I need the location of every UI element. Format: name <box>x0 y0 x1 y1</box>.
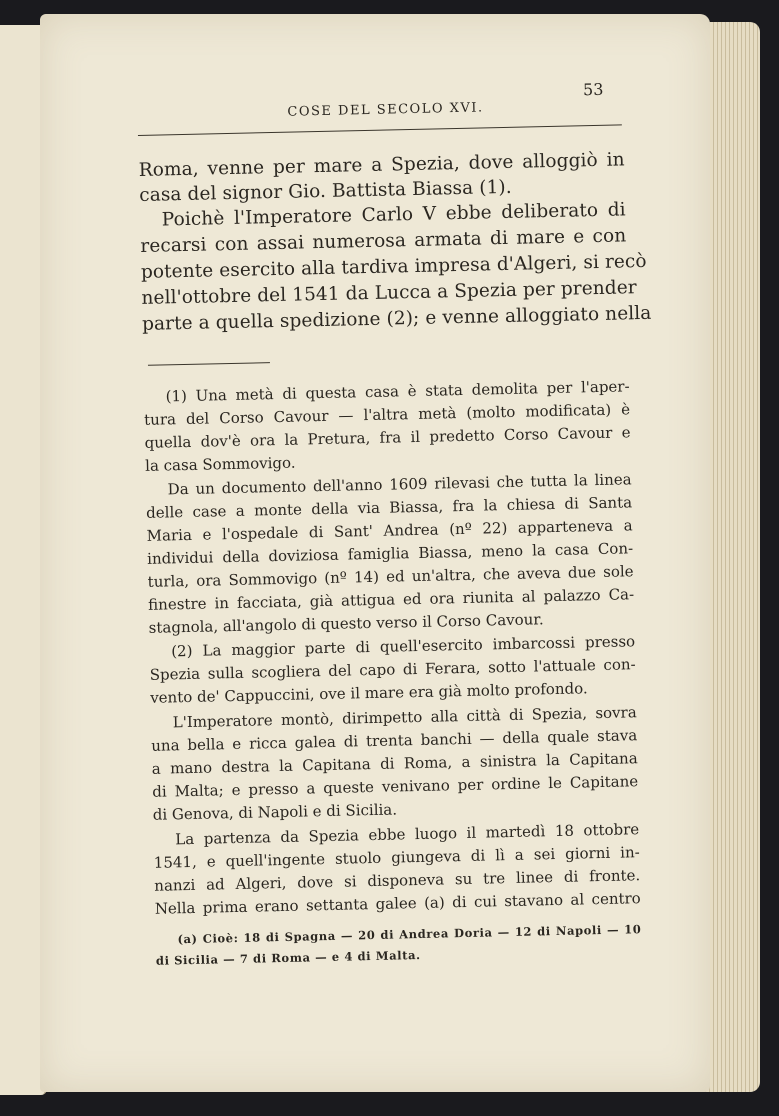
footnote-line: quella dov'è ora la Pretura, fra il predetto Corso Cavour e <box>144 423 631 452</box>
subfootnote-line: (a) Cioè: 18 di Spagna — 20 di Andrea Doria — 12 di Napoli — 10 <box>177 922 642 947</box>
body-line: recarsi con assai numerosa armata di mare e con <box>140 225 627 257</box>
footnote-line: la casa Sommovigo. <box>144 453 296 475</box>
footnote-line: di Genova, di Napoli e di Sicilia. <box>152 800 398 824</box>
footnote-line: Maria e l'ospedale di Sant' Andrea (nº 22) apparteneva a <box>146 516 633 545</box>
body-line: potente esercito alla tardiva impresa d'Algeri, si recò <box>140 250 647 283</box>
page-text <box>135 0 652 1000</box>
footnote-line: (1) Una metà di questa casa è stata demolita per l'aper- <box>165 377 630 406</box>
footnote-line: L'Imperatore montò, dirimpetto alla città di Spezia, sovra <box>172 703 637 732</box>
footnote-line: Da un documento dell'anno 1609 rilevasi che tutta la linea <box>167 470 632 499</box>
body-line: parte a quella spedizione (2); e venne alloggiato nella <box>141 302 652 335</box>
footnote-rule <box>148 362 270 366</box>
footnote-line: (2) La maggior parte di quell'esercito imbarcossi presso <box>171 632 636 661</box>
body-line: Roma, venne per mare a Spezia, dove alloggiò in <box>138 149 625 181</box>
running-title: COSE DEL SECOLO XVI. <box>287 100 484 120</box>
footnote-line: individui della doviziosa famiglia Biassa, meno la casa Con- <box>146 539 634 568</box>
footnote-line: stagnola, all'angolo di questo verso il Corso Cavour. <box>148 610 544 637</box>
body-line: casa del signor Gio. Battista Biassa (1). <box>139 176 512 206</box>
footnote-line: Nella prima erano settanta galee (a) di cui stavano al centro <box>154 889 641 918</box>
footnote-line: finestre in facciata, già attigua ed ora riunita al palazzo Ca- <box>148 585 635 614</box>
footnote-line: delle case a monte della via Biassa, fra la chiesa di Santa <box>145 493 633 522</box>
body-line: nell'ottobre del 1541 da Lucca a Spezia per prender <box>141 277 637 309</box>
footnote-line: La partenza da Spezia ebbe luogo il martedì 18 ottobre <box>175 820 640 849</box>
footnote-line: Spezia sulla scogliera del capo di Ferara, sotto l'attuale con- <box>149 655 636 684</box>
subfootnote-line: di Sicilia — 7 di Roma — e 4 di Malta. <box>155 947 421 968</box>
footnote-line: 1541, e quell'ingente stuolo giungeva di lì a sei giorni in- <box>153 843 640 872</box>
footnote-line: nanzi ad Algeri, dove si disponeva su tre linee di fronte. <box>154 866 641 895</box>
body-line: Poichè l'Imperatore Carlo V ebbe deliberato di <box>161 199 626 231</box>
header-rule <box>138 124 622 136</box>
footnote-line: a mano destra la Capitana di Roma, a sinistra la Capitana <box>151 749 638 778</box>
footnote-line: una bella e ricca galea di trenta banchi — della quale stava <box>151 726 638 755</box>
page-number: 53 <box>582 79 604 100</box>
footnote-line: turla, ora Sommovigo (nº 14) ed un'altra, che aveva due sole <box>147 562 634 591</box>
footnote-line: vento de' Cappuccini, ove il mare era già molto profondo. <box>150 679 588 707</box>
footnote-line: di Malta; e presso a queste venivano per ordine le Capitane <box>152 772 639 801</box>
footnote-line: tura del Corso Cavour — l'altra metà (molto modificata) è <box>143 400 631 429</box>
